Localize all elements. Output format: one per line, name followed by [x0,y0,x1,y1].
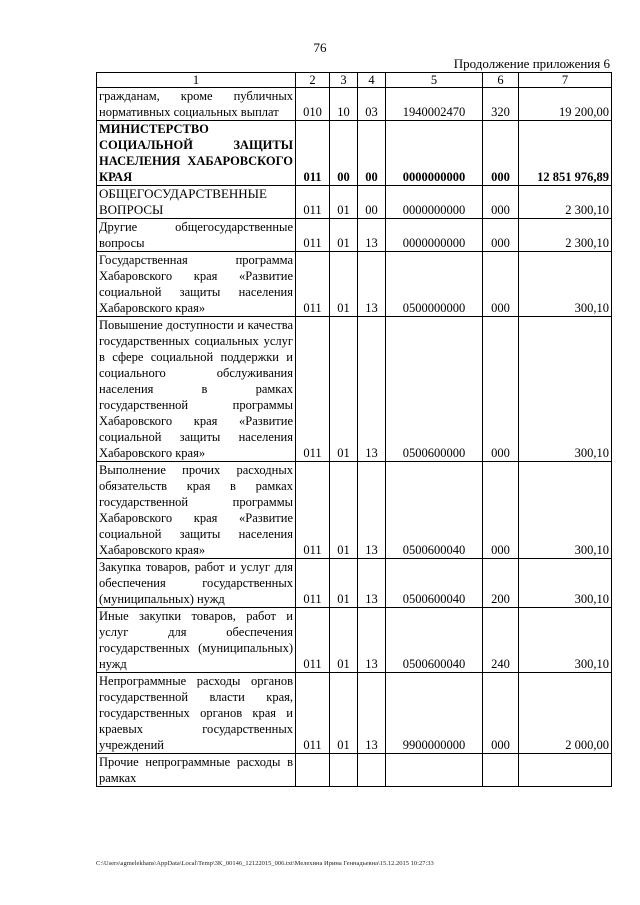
row-code: 011 [296,121,330,186]
row-code: 011 [296,186,330,219]
row-amount: 300,10 [519,559,612,608]
row-section: 01 [330,186,358,219]
row-name: ОБЩЕГОСУДАРСТВЕННЫЕ ВОПРОСЫ [97,186,296,219]
row-section: 01 [330,673,358,754]
row-target: 9900000000 [386,673,483,754]
header-cell: 7 [519,73,612,88]
row-code: 011 [296,559,330,608]
row-subsection: 13 [358,317,386,462]
row-name: Непрограммные расходы органов государственной власти края, государственных органов края и краевых государственных учреждений [97,673,296,754]
row-name: Повышение доступности и качества государственных социальных услуг в сфере социальной поддержки и социального обслуживания населения в рамках государственной программы Хабаровского края «Развитие социальной защиты населения Хабаровского края» [97,317,296,462]
header-cell: 1 [97,73,296,88]
row-code: 011 [296,462,330,559]
row-amount: 19 200,00 [519,88,612,121]
row-expense-type [483,754,519,787]
row-amount: 300,10 [519,317,612,462]
row-amount [519,754,612,787]
row-expense-type: 000 [483,673,519,754]
row-code: 011 [296,219,330,252]
row-section: 01 [330,559,358,608]
row-section: 01 [330,317,358,462]
row-expense-type: 240 [483,608,519,673]
row-target: 0500600000 [386,317,483,462]
table-row [97,559,612,608]
row-expense-type: 000 [483,219,519,252]
table-row [97,186,612,219]
row-section: 01 [330,252,358,317]
row-target: 0500600040 [386,608,483,673]
row-section: 01 [330,608,358,673]
row-name: Выполнение прочих расходных обязательств края в рамках государственной программы Хабаровского края «Развитие социальной защиты населения Хабаровского края» [97,462,296,559]
row-section: 01 [330,219,358,252]
header-cell: 4 [358,73,386,88]
row-subsection: 03 [358,88,386,121]
row-subsection: 13 [358,608,386,673]
row-code: 010 [296,88,330,121]
row-target: 0000000000 [386,186,483,219]
header-cell: 6 [483,73,519,88]
row-code: 011 [296,608,330,673]
row-subsection: 00 [358,186,386,219]
row-section: 10 [330,88,358,121]
row-target: 1940002470 [386,88,483,121]
row-amount: 300,10 [519,462,612,559]
row-code: 011 [296,252,330,317]
table-row [97,219,612,252]
row-code [296,754,330,787]
row-code: 011 [296,317,330,462]
row-amount: 2 000,00 [519,673,612,754]
row-subsection: 13 [358,252,386,317]
header-cell: 3 [330,73,358,88]
row-amount: 300,10 [519,608,612,673]
page-number: 76 [313,40,327,55]
row-expense-type: 000 [483,121,519,186]
table-header-row [97,73,612,88]
header-cell: 2 [296,73,330,88]
row-amount: 12 851 976,89 [519,121,612,186]
row-name: Иные закупки товаров, работ и услуг для обеспечения государственных (муниципальных) нужд [97,608,296,673]
row-subsection: 13 [358,559,386,608]
row-target: 0500600040 [386,462,483,559]
row-expense-type: 320 [483,88,519,121]
row-name: Государственная программа Хабаровского края «Развитие социальной защиты населения Хабаровского края» [97,252,296,317]
row-name: гражданам, кроме публичных нормативных социальных выплат [97,88,296,121]
row-target: 0000000000 [386,219,483,252]
budget-table [96,72,612,787]
row-section [330,754,358,787]
table-row [97,673,612,754]
row-section: 01 [330,462,358,559]
row-name: Прочие непрограммные расходы в рамках [97,754,296,787]
continuation-label: Продолжение приложения 6 [453,56,610,71]
file-path-footer: C:\Users\agmelekhans\AppData\Local\Temp\3K_00146_12122015_006.txt\Мелехина Ирина Геннадьевна\15.12.2015 10:27:33 [96,860,434,867]
row-amount: 2 300,10 [519,219,612,252]
row-amount: 300,10 [519,252,612,317]
table-row [97,754,612,787]
table-row [97,317,612,462]
table-row [97,252,612,317]
row-expense-type: 200 [483,559,519,608]
row-expense-type: 000 [483,252,519,317]
row-target: 0500000000 [386,252,483,317]
table-row [97,462,612,559]
row-target: 0500600040 [386,559,483,608]
row-expense-type: 000 [483,317,519,462]
table-row [97,88,612,121]
row-subsection: 13 [358,673,386,754]
table-row [97,608,612,673]
row-subsection [358,754,386,787]
row-expense-type: 000 [483,462,519,559]
row-subsection: 00 [358,121,386,186]
row-name: Другие общегосударственные вопросы [97,219,296,252]
row-target: 0000000000 [386,121,483,186]
row-name: МИНИСТЕРСТВО СОЦИАЛЬНОЙ ЗАЩИТЫ НАСЕЛЕНИЯ ХАБАРОВСКОГО КРАЯ [97,121,296,186]
row-target [386,754,483,787]
row-subsection: 13 [358,462,386,559]
header-cell: 5 [386,73,483,88]
row-expense-type: 000 [483,186,519,219]
row-section: 00 [330,121,358,186]
row-subsection: 13 [358,219,386,252]
row-name: Закупка товаров, работ и услуг для обеспечения государственных (муниципальных) нужд [97,559,296,608]
table-row [97,121,612,186]
row-code: 011 [296,673,330,754]
row-amount: 2 300,10 [519,186,612,219]
